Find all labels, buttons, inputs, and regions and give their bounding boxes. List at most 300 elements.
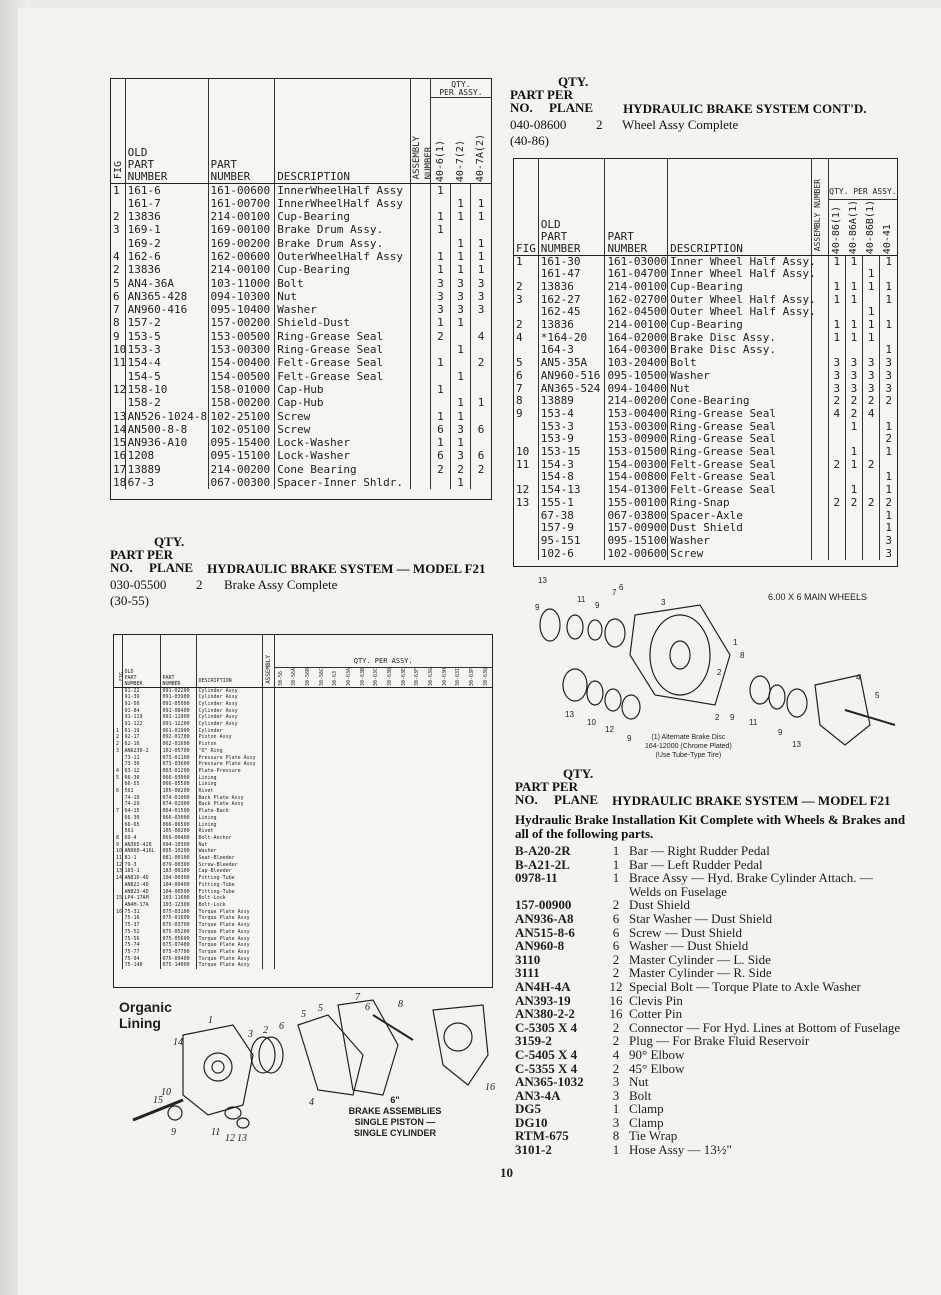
t3-cell: 066-06500 (160, 822, 196, 829)
table-row (111, 396, 491, 409)
kit-part-number: AN936-A8 (515, 910, 574, 926)
t3-cell: 75-77 (122, 949, 160, 956)
assembly-cell (410, 423, 430, 436)
description-cell: Ring-Grease Seal (668, 408, 811, 421)
svg-text:8: 8 (398, 999, 403, 1010)
kit-item (515, 844, 905, 858)
t3-qty-col: 30-63A (345, 668, 352, 687)
assembly-cell (262, 694, 274, 701)
description-cell: Dust Shield (668, 522, 811, 535)
svg-text:15: 15 (153, 1095, 163, 1106)
qty-label: QTY. (563, 766, 594, 781)
table-row (114, 728, 492, 735)
description-cell: Felt-Grease Seal (275, 370, 410, 383)
t3-cell (114, 936, 122, 943)
description-cell: Screw (275, 410, 410, 423)
qty-cell (845, 268, 862, 281)
kit-part-number: C-5305 X 4 (515, 1019, 578, 1035)
kit-description: Tie Wrap (629, 1128, 678, 1144)
t3-cell: 075-09400 (160, 956, 196, 963)
qty-cell: 2 (880, 497, 897, 510)
qty-grid-cell (274, 929, 492, 936)
kit-part-number: 3101-2 (515, 1142, 552, 1158)
t3-cell: Torque Plate Assy (196, 936, 262, 943)
t3-cell: 75-74 (122, 942, 160, 949)
fig-cell: 18 (113, 476, 127, 490)
table-row (114, 808, 492, 815)
assembly-cell (262, 835, 274, 842)
description-cell: Brake Drum Assy. (275, 237, 410, 250)
assembly-cell (811, 522, 828, 535)
assembly-cell (811, 319, 828, 332)
t3-cell (114, 781, 122, 788)
qty-grid-cell (274, 922, 492, 929)
part-number-cell: 158-01000 (208, 383, 275, 396)
table-row (114, 922, 492, 929)
description-cell: Cone Bearing (275, 463, 410, 476)
t3-cell: 092-01700 (160, 734, 196, 741)
t3-cell: 091-05000 (160, 701, 196, 708)
col-40-7a: 40-7A(2) (474, 134, 486, 183)
t3-cell (114, 942, 122, 949)
t3-cell: 103-11600 (160, 895, 196, 902)
svg-text:2: 2 (715, 713, 720, 722)
qty-cell: 1 (880, 255, 897, 268)
old-part-cell: 67-3 (125, 476, 208, 489)
description-cell: Spacer-Axle (668, 510, 811, 523)
assembly-cell (410, 183, 430, 197)
qty-grid-cell (274, 748, 492, 755)
qty-cell (430, 476, 450, 489)
table-row (111, 223, 491, 236)
description-cell: Screw (275, 423, 410, 436)
kit-item (515, 994, 905, 1008)
t3-cell: 064-01500 (160, 808, 196, 815)
t3-cell: Cylinder Assy (196, 701, 262, 708)
t3-cell (114, 929, 122, 936)
qty-cell: 1 (451, 250, 471, 263)
t3-qty-col: 30-63Q (482, 668, 489, 687)
part-number-cell: 153-00300 (605, 421, 668, 434)
old-part-cell: 154-3 (538, 459, 605, 472)
t3-cell: 91-84 (122, 708, 160, 715)
fig-cell: 12 (516, 483, 530, 497)
fig-cell: 15 (113, 436, 127, 450)
qty-cell: 3 (471, 303, 491, 316)
kit-item (515, 898, 905, 912)
table-row (114, 882, 492, 889)
t3-cell: Torque Plate Assy (196, 922, 262, 929)
t3-cell: 075-14000 (160, 962, 196, 969)
description-cell: Shield-Dust (275, 316, 410, 329)
old-part-cell: AN526-1024-8 (125, 410, 208, 423)
fig-cell (514, 548, 538, 561)
qty-grid-cell (274, 915, 492, 922)
t2-col-fig: FIG (514, 159, 538, 255)
t3-cell: AN4H-17A (122, 902, 160, 909)
kit-description: Plug — For Brake Fluid Reservoir (629, 1033, 810, 1049)
no-plane-label: NO. PLANE (110, 560, 194, 575)
old-part-cell: *164-20 (538, 332, 605, 345)
t3-cell: Cylinder Assy (196, 687, 262, 694)
qty-cell: 3 (880, 357, 897, 370)
assembly-cell (811, 510, 828, 523)
qty-cell: 2 (880, 395, 897, 408)
fig-cell: 5 (113, 276, 120, 290)
svg-text:4: 4 (309, 1097, 314, 1108)
t3-cell: Torque Plate Assy (196, 962, 262, 969)
table-row (114, 768, 492, 775)
t3-cell: 074-01000 (160, 795, 196, 802)
qty-cell: 1 (471, 237, 491, 250)
old-part-cell: 13889 (538, 395, 605, 408)
qty-cell (430, 343, 450, 356)
t3-cell (114, 708, 122, 715)
col-old-part-number: OLD PART NUMBER (125, 79, 208, 183)
kit-qty: 1 (612, 843, 620, 858)
t3-cell: Pressure Plate Assy (196, 761, 262, 768)
old-part-cell: 157-2 (125, 316, 208, 329)
old-part-cell: 169-2 (125, 237, 208, 250)
t3-cell: 094-10300 (160, 842, 196, 849)
col-assembly-number: ASSEMBLY NUMBER (411, 136, 434, 180)
description-cell: Cup-Bearing (275, 210, 410, 223)
qty-cell: 2 (863, 459, 880, 472)
assembly-cell (262, 875, 274, 882)
fig-cell: 10 (516, 445, 530, 459)
kit-description: Bolt (629, 1087, 652, 1103)
qty-grid-cell (274, 828, 492, 835)
svg-text:9: 9 (171, 1127, 176, 1138)
part-number-cell: 162-00600 (208, 250, 275, 263)
fig-cell: 2 (516, 318, 523, 332)
description-cell: Felt-Grease Seal (668, 471, 811, 484)
qty-cell: 1 (880, 446, 897, 459)
old-part-cell: 164-3 (538, 344, 605, 357)
qty-cell: 2 (845, 497, 862, 510)
t3-cell: 075-05200 (160, 929, 196, 936)
table-row (114, 795, 492, 802)
t3-cell: Torque Plate Assy (196, 942, 262, 949)
description-cell: Inner Wheel Half Assy. (668, 268, 811, 281)
t3-qty-label: QTY. PER ASSY. (275, 655, 493, 668)
table-row (114, 956, 492, 963)
t3-cell: 105-00200 (160, 788, 196, 795)
table-row (111, 343, 491, 356)
qty-cell: 3 (845, 370, 862, 383)
assembly-cell (811, 497, 828, 510)
assembly-cell (262, 781, 274, 788)
qty-grid-cell (274, 848, 492, 855)
t3-cell (114, 962, 122, 969)
table-row (514, 446, 897, 459)
t3-cell (114, 949, 122, 956)
table-row (114, 721, 492, 728)
table-row (114, 835, 492, 842)
table-row (114, 962, 492, 969)
t3-cell (114, 828, 122, 835)
fig-cell: 10 (113, 343, 127, 357)
old-part-cell: 161-47 (538, 268, 605, 281)
old-part-cell: 154-4 (125, 356, 208, 369)
qty-cell (451, 383, 471, 396)
qty-cell (863, 421, 880, 434)
description-cell: Brake Disc Assy. (668, 344, 811, 357)
description-cell: Lock-Washer (275, 449, 410, 462)
part-number-cell: 095-10400 (208, 303, 275, 316)
part-number-cell: 103-11000 (208, 277, 275, 290)
fig-cell (111, 197, 125, 210)
t3-cell: Piston Assy (196, 734, 262, 741)
kit-description: Nut (629, 1074, 649, 1090)
fig-cell: 4 (516, 330, 523, 344)
t3-cell: Torque Plate Assy (196, 929, 262, 936)
qty-cell: 3 (471, 277, 491, 290)
t3-cell: 66-30 (122, 815, 160, 822)
qty-grid-cell (274, 775, 492, 782)
t3-cell: 7 (116, 808, 120, 815)
qty-grid-cell (274, 902, 492, 909)
qty-cell: 3 (430, 303, 450, 316)
old-part-cell: 154-13 (538, 484, 605, 497)
part-number-cell: 067-00300 (208, 476, 275, 489)
qty-label: QTY. (154, 534, 185, 549)
t3-cell (114, 922, 122, 929)
t3-cell (114, 687, 122, 694)
kit-part-number: 3111 (515, 965, 540, 981)
description-cell: Ring-Grease Seal (275, 330, 410, 343)
t3-cell: 066-03000 (160, 815, 196, 822)
t2-col-old: OLD PART NUMBER (538, 159, 605, 255)
assembly-cell (262, 768, 274, 775)
parts-table-brake-30-55 (113, 634, 493, 988)
qty-cell: 1 (451, 343, 471, 356)
svg-text:3: 3 (661, 598, 666, 607)
description-cell: Nut (668, 383, 811, 396)
description-cell: Lock-Washer (275, 436, 410, 449)
part-number-cell: 169-00200 (208, 237, 275, 250)
qty-cell: 1 (471, 197, 491, 210)
t3-cell: AN960-416L (122, 848, 160, 855)
fig-cell: 6 (516, 368, 523, 382)
part-number-cell: 164-02000 (605, 332, 668, 345)
no-plane-label: NO. PLANE (510, 100, 594, 115)
table-row (114, 842, 492, 849)
t3-cell (114, 915, 122, 922)
qty-cell: 1 (845, 459, 862, 472)
t3-cell: 091-11900 (160, 714, 196, 721)
kit-qty: 6 (612, 910, 620, 926)
t3-cell: 91-119 (122, 714, 160, 721)
qty-cell (863, 548, 880, 561)
table-row (114, 915, 492, 922)
t3-cell: 062-01600 (160, 741, 196, 748)
qty-grid-cell (274, 714, 492, 721)
fig-cell (111, 396, 125, 409)
kit-description: Master Cylinder — L. Side (629, 951, 771, 967)
kit-qty: 12 (609, 978, 623, 994)
assembly-cell (811, 332, 828, 345)
table-row (114, 781, 492, 788)
description-cell: Washer (668, 370, 811, 383)
old-part-cell: AN500-8-8 (125, 423, 208, 436)
table-row (114, 748, 492, 755)
t3-cell: 74-10 (122, 795, 160, 802)
old-part-cell: 158-2 (125, 396, 208, 409)
qty-cell: 3 (451, 449, 471, 462)
fig-cell: 9 (113, 329, 120, 343)
qty-cell: 1 (471, 210, 491, 223)
part-number-cell: 154-01300 (605, 484, 668, 497)
part-number-cell: 153-00400 (605, 408, 668, 421)
t3-cell: 561 (122, 788, 160, 795)
kit-qty: 3 (612, 1087, 620, 1103)
fig-cell: 3 (516, 292, 523, 306)
svg-text:14: 14 (173, 1037, 183, 1048)
t3-cell: 103-12300 (160, 902, 196, 909)
t3-cell: "O" Ring (196, 748, 262, 755)
assembly-cell (262, 788, 274, 795)
old-part-cell: 158-10 (125, 383, 208, 396)
t3-cell: Cylinder (196, 728, 262, 735)
qty-cell: 1 (863, 306, 880, 319)
qty-cell: 1 (828, 319, 845, 332)
description-cell: Ring-Snap (668, 497, 811, 510)
table-row (514, 497, 897, 510)
description-cell: Ring-Grease Seal (668, 433, 811, 446)
kit-item (515, 953, 905, 967)
figure-main-wheels (515, 575, 910, 765)
fig-cell: 9 (516, 406, 523, 420)
fig-cell: 2 (113, 263, 120, 277)
kit-item (515, 926, 905, 940)
t2-col-40-86a: 40-86A(1) (848, 200, 860, 255)
qty-cell: 4 (828, 408, 845, 421)
table-row (111, 449, 491, 462)
qty-cell: 6 (471, 449, 491, 462)
section-heading-f21-brake (110, 535, 486, 609)
qty-cell: 1 (451, 370, 471, 383)
qty-cell: 1 (451, 436, 471, 449)
part-number-cell: 161-00600 (208, 183, 275, 197)
kit-qty: 2 (612, 1033, 620, 1049)
qty-cell (863, 433, 880, 446)
assy-part-number: 030-05500 (110, 577, 167, 592)
t3-cell: 66-55 (122, 781, 160, 788)
qty-cell: 1 (430, 356, 450, 369)
t3-cell: 3 (116, 747, 120, 754)
qty-cell: 1 (880, 522, 897, 535)
t2-col-40-86b: 40-86B(1) (865, 200, 877, 255)
table-row (114, 801, 492, 808)
fig-cell (514, 268, 538, 281)
svg-text:9: 9 (730, 713, 735, 722)
assembly-cell (811, 459, 828, 472)
qty-cell: 2 (845, 395, 862, 408)
t3-cell: AN822-4D (122, 882, 160, 889)
t3-cell: 75-52 (122, 929, 160, 936)
t3-cell: 12 (116, 861, 123, 868)
table-row (514, 281, 897, 294)
qty-cell (471, 476, 491, 489)
qty-cell: 1 (828, 255, 845, 268)
part-number-cell: 157-00200 (208, 316, 275, 329)
t3-cell: 75-56 (122, 936, 160, 943)
fig-cell: 1 (516, 254, 523, 268)
part-number-cell: 214-00100 (605, 281, 668, 294)
old-part-cell: AN365-524 (538, 383, 605, 396)
fig-cell: 2 (516, 279, 523, 293)
table-row (114, 909, 492, 916)
qty-cell: 1 (845, 421, 862, 434)
kit-qty: 3 (612, 1114, 620, 1130)
kit-item (515, 966, 905, 980)
qty-cell: 1 (430, 223, 450, 236)
qty-cell: 2 (828, 497, 845, 510)
qty-cell: 2 (863, 395, 880, 408)
qty-grid-cell (274, 962, 492, 969)
old-part-cell: AN365-428 (125, 290, 208, 303)
t3-cell (114, 694, 122, 701)
table-row (111, 250, 491, 263)
qty-cell: 2 (430, 330, 450, 343)
t3-cell: Fitting-Tube (196, 882, 262, 889)
part-number-cell: 095-15400 (208, 436, 275, 449)
table-row (514, 357, 897, 370)
qty-cell: 1 (880, 294, 897, 307)
kit-description: Bar — Left Rudder Pedal (629, 856, 763, 872)
qty-cell (471, 223, 491, 236)
qty-cell: 1 (430, 210, 450, 223)
part-per-label: PART PER (510, 87, 573, 102)
description-cell: Felt-Grease Seal (668, 459, 811, 472)
table-row (114, 936, 492, 943)
table-row (114, 734, 492, 741)
t3-cell: Rivet (196, 828, 262, 835)
kit-part-number: AN3-4A (515, 1087, 561, 1103)
t3-cell: 075-03700 (160, 922, 196, 929)
assy-old-number: (30-55) (110, 593, 149, 608)
kit-description: 90° Elbow (629, 1046, 685, 1062)
old-part-cell: AN936-A10 (125, 436, 208, 449)
description-cell: Cup-Bearing (668, 281, 811, 294)
qty-grid-cell (274, 728, 492, 735)
qty-grid-cell (274, 822, 492, 829)
table-row (111, 330, 491, 343)
table-row (114, 868, 492, 875)
t3-cell: LP4-17AM (122, 895, 160, 902)
kit-part-number: DG10 (515, 1114, 548, 1130)
assembly-cell (811, 395, 828, 408)
svg-text:13: 13 (237, 1133, 247, 1144)
part-number-cell: 154-00400 (208, 356, 275, 369)
assy-description: Wheel Assy Complete (622, 117, 739, 132)
qty-cell: 3 (451, 290, 471, 303)
kit-description: Connector — For Hyd. Lines at Bottom of Fuselage (629, 1019, 901, 1035)
t3-cell: Cap-Bleeder (196, 868, 262, 875)
qty-grid-cell (274, 855, 492, 862)
qty-cell (863, 510, 880, 523)
assembly-cell (410, 290, 430, 303)
part-number-cell: 067-03800 (605, 510, 668, 523)
col-fig: FIG (113, 161, 124, 180)
qty-grid-cell (274, 936, 492, 943)
qty-cell: 1 (880, 281, 897, 294)
kit-qty: 6 (612, 938, 620, 954)
qty-cell: 1 (880, 471, 897, 484)
qty-cell: 3 (451, 277, 471, 290)
t3-cell (114, 956, 122, 963)
